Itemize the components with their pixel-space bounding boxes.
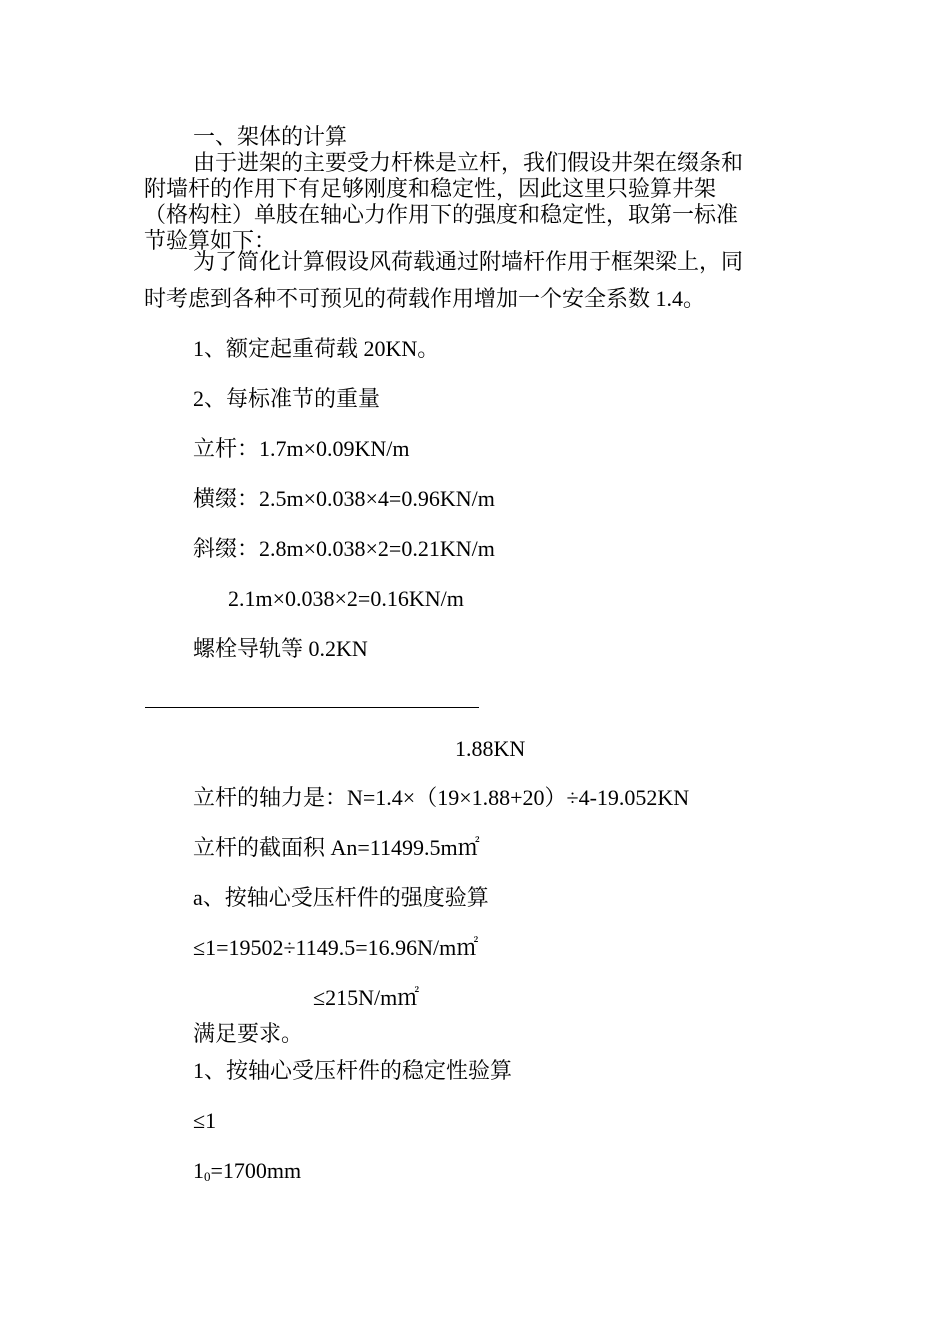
paragraph-1-line-2: 附墙杆的作用下有足够刚度和稳定性，因此这里只验算井架 — [144, 176, 717, 201]
axial-force: 立杆的轴力是：N=1.4×（19×1.88+20）÷4-19.052KN — [193, 785, 690, 810]
paragraph-1-line-3: （格构柱）单肢在轴心力作用下的强度和稳定性，取第一标准 — [144, 202, 739, 227]
weight-diagonal-2: 2.1m×0.038×2=0.16KN/m — [228, 586, 464, 611]
paragraph-2-line-1: 为了简化计算假设风荷载通过附墙杆作用于框架梁上，同 — [193, 249, 744, 274]
strength-check-limit: ≤215N/m㎡ — [313, 985, 420, 1010]
effective-length-symbol: 1 — [193, 1158, 204, 1183]
weight-upright: 立杆：1.7m×0.09KN/m — [193, 436, 410, 461]
paragraph-1-line-4: 节验算如下： — [144, 228, 277, 253]
weight-diagonal: 斜缀：2.8m×0.038×2=0.21KN/m — [193, 536, 495, 561]
paragraph-2-line-2: 时考虑到各种不可预见的荷载作用增加一个安全系数 1.4。 — [144, 286, 706, 311]
item-section-weight: 2、每标准节的重量 — [193, 386, 381, 411]
sum-divider — [145, 707, 479, 708]
section-title: 一、架体的计算 — [193, 124, 348, 149]
total-weight: 1.88KN — [455, 736, 526, 761]
effective-length-value: =1700mm — [210, 1158, 302, 1183]
stability-check-title: 1、按轴心受压杆件的稳定性验算 — [193, 1058, 513, 1083]
section-area: 立杆的截面积 An=11499.5m㎡ — [193, 835, 480, 860]
strength-check-result: 满足要求。 — [193, 1021, 304, 1046]
paragraph-1-line-1: 由于进架的主要受力杆株是立杆，我们假设井架在缀条和 — [193, 150, 744, 175]
item-rated-load: 1、额定起重荷载 20KN。 — [193, 336, 440, 361]
effective-length-subscript: 0 — [204, 1169, 211, 1184]
weight-horizontal: 横缀：2.5m×0.038×4=0.96KN/m — [193, 486, 495, 511]
effective-length — [193, 1158, 301, 1184]
strength-check-title: a、按轴心受压杆件的强度验算 — [193, 885, 489, 910]
strength-check-formula: ≤1=19502÷1149.5=16.96N/m㎡ — [193, 935, 479, 960]
stability-check-formula: ≤1 — [193, 1108, 217, 1133]
weight-bolts: 螺栓导轨等 0.2KN — [193, 636, 368, 661]
